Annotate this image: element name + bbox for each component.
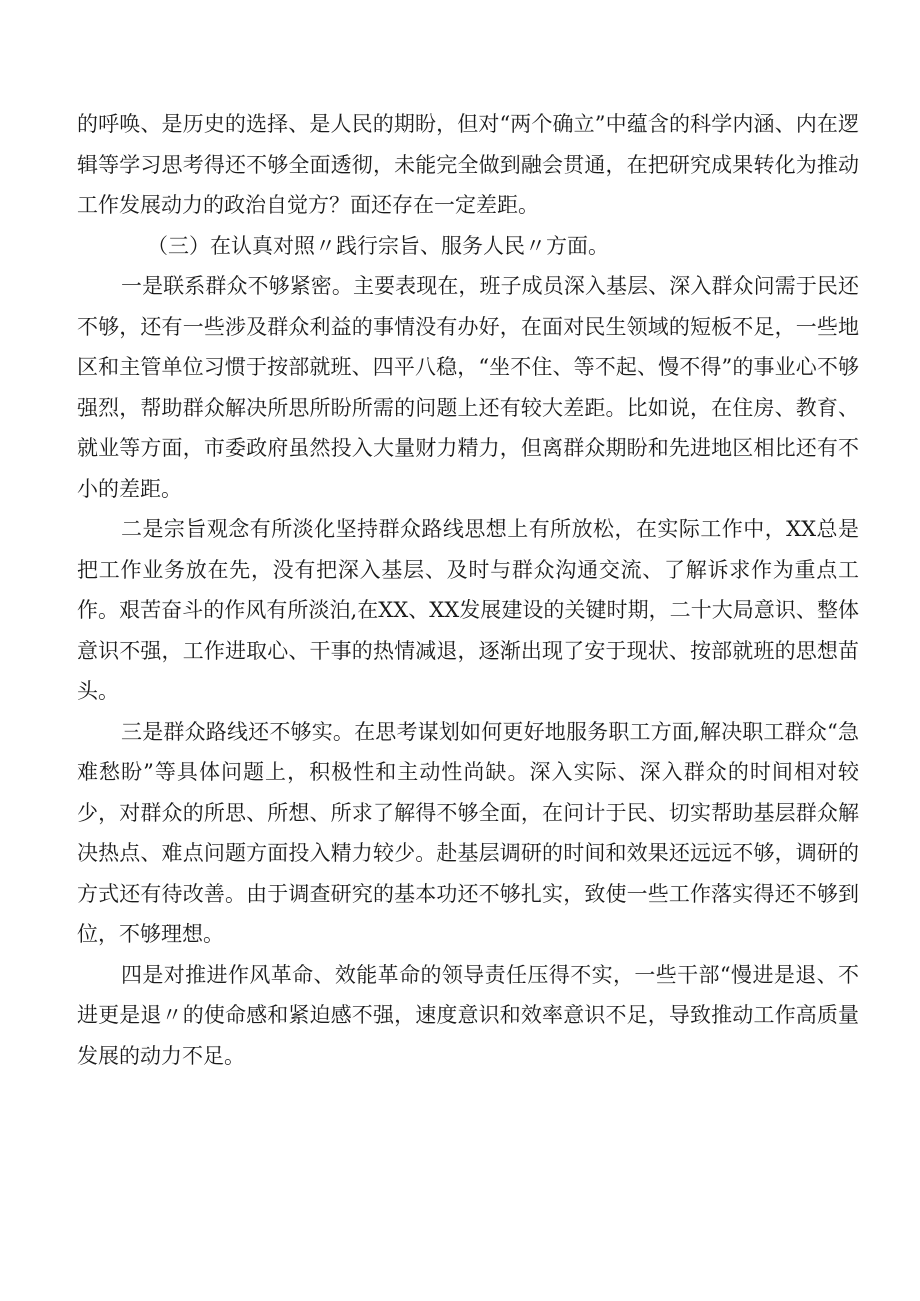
- paragraph-point-three: 三是群众路线还不够实。在思考谋划如何更好地服务职工方面,解决职工群众“急难愁盼”等具体问题上，积极性和主动性尚缺。深入实际、深入群众的时间相对较少，对群众的所思、所想、所求了解得不够全面，在问计于民、切实帮助基层群众解决热点、难点问题方面投入精力较少。赴基层调研的时间和效果还远远不够，调研的方式还有待改善。由于调查研究的基本功还不够扎实，致使一些工作落实得还不够到位，不够理想。: [77, 719, 859, 946]
- paragraph-point-one: 一是联系群众不够紧密。主要表现在，班子成员深入基层、深入群众问需于民还不够，还有一些涉及群众利益的事情没有办好，在面对民生领域的短板不足，一些地区和主管单位习惯于按部就班、四平八稳，“坐不住、等不起、慢不得”的事业心不够强烈，帮助群众解决所思所盼所需的问题上还有较大差距。比如说，在住房、教育、就业等方面，市委政府虽然投入大量财力精力，但离群众期盼和先进地区相比还有不小的差距。: [77, 274, 859, 501]
- document-body: [77, 104, 859, 1076]
- paragraph-continuation: 的呼唤、是历史的选择、是人民的期盼，但对“两个确立”中蕴含的科学内涵、内在逻辑等学习思考得还不够全面透彻，未能完全做到融会贯通，在把研究成果转化为推动工作发展动力的政治自觉方？面还存在一定差距。: [77, 112, 859, 217]
- paragraph-point-two: 二是宗旨观念有所淡化坚持群众路线思想上有所放松，在实际工作中，XX总是把工作业务放在先，没有把深入基层、及时与群众沟通交流、了解诉求作为重点工作。艰苦奋斗的作风有所淡泊,在XX、XX发展建设的关键时期，二十大局意识、整体意识不强，工作进取心、干事的热情减退，逐渐出现了安于现状、按部就班的思想苗头。: [77, 517, 859, 703]
- paragraph-point-four: 四是对推进作风革命、效能革命的领导责任压得不实，一些干部“慢进是退、不进更是退〃的使命感和紧迫感不强，速度意识和效率意识不足，导致推动工作高质量发展的动力不足。: [77, 962, 859, 1068]
- section-heading: （三）在认真对照〃践行宗旨、服务人民〃方面。: [147, 233, 609, 258]
